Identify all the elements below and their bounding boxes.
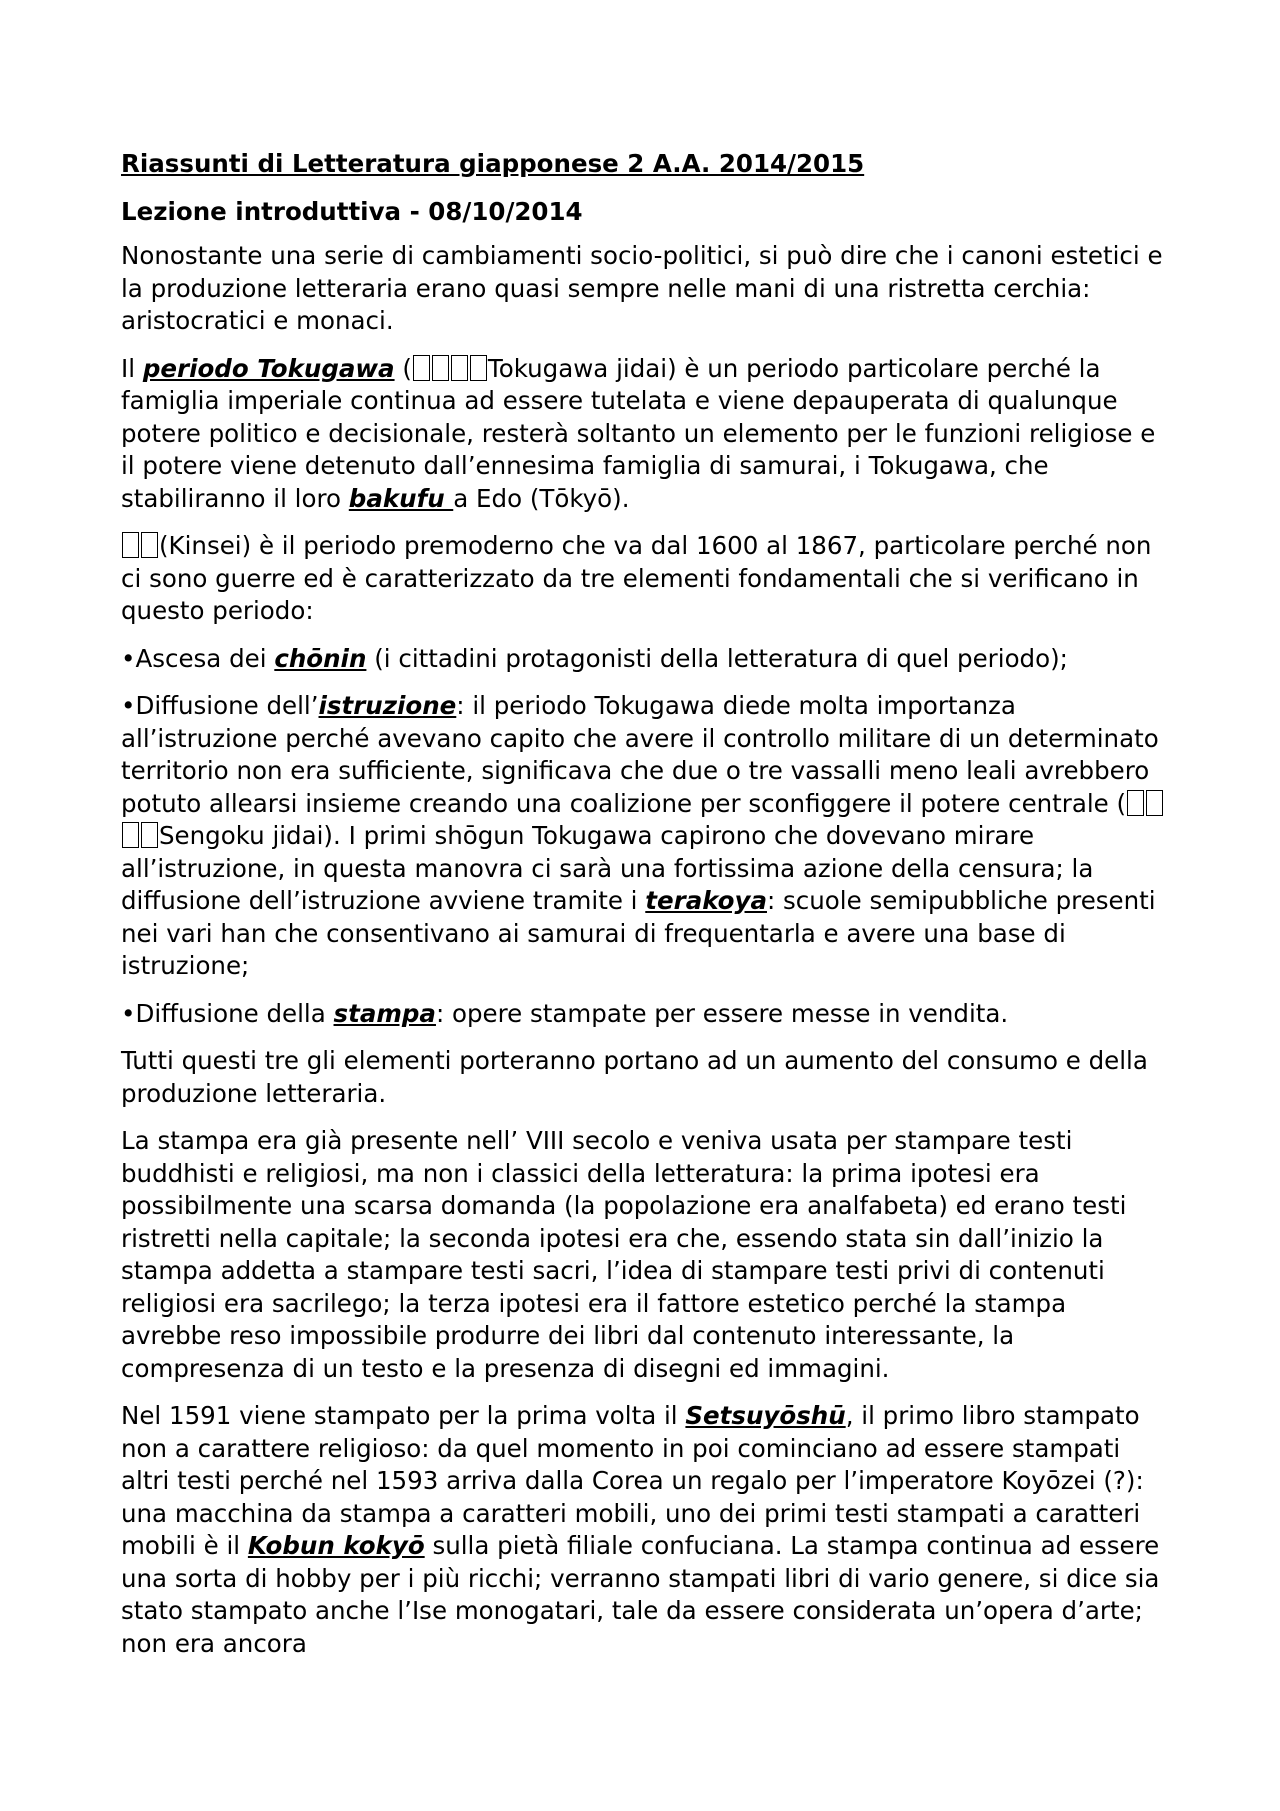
bullet-chonin: •Ascesa dei chōnin (i cittadini protagonisti della letteratura di quel periodo); bbox=[121, 643, 1068, 673]
term-bakufu: bakufu bbox=[348, 483, 454, 513]
term-periodo-tokugawa: periodo Tokugawa bbox=[142, 353, 395, 383]
paragraph-1591: Nel 1591 viene stampato per la prima volta il Setsuyōshū, il primo libro stampato non a carattere religioso: da quel momento in poi cominciano ad essere stampati altri testi perché nel 1593 arriva dalla Corea un regalo per l’imperatore Koyōzei (?): una macchina da stampa a caratteri mobili, uno dei primi testi stampati a caratteri mobili è il Kobun kokyō sulla pietà filiale confuciana. La stampa continua ad essere una sorta di hobby per i più ricchi; verranno stampati libri di vario genere, si dice sia stato stampato anche l’Ise monogatari, tale da essere considerata un’opera d’arte; non era ancora bbox=[121, 1401, 1160, 1658]
missing-glyph-icon bbox=[122, 822, 139, 848]
missing-glyph-icon bbox=[470, 355, 487, 381]
term-chonin: chōnin bbox=[274, 643, 367, 673]
missing-glyph-icon bbox=[141, 532, 158, 558]
missing-glyph-icon bbox=[141, 822, 158, 848]
document-title: Riassunti di Letteratura giapponese 2 A.A. 2014/2015 bbox=[121, 149, 865, 178]
lesson-heading: Lezione introduttiva - 08/10/2014 bbox=[121, 197, 583, 226]
term-kobun-kokyo: Kobun kokyō bbox=[247, 1531, 425, 1560]
paragraph-kinsei: (Kinsei) è il periodo premoderno che va dal 1600 al 1867, particolare perché non ci sono guerre ed è caratterizzato da tre elementi fondamentali che si verificano in questo periodo: bbox=[121, 531, 1152, 625]
bullet-istruzione: •Diffusione dell’istruzione: il periodo Tokugawa diede molta importanza all’istruzione perché avevano capito che avere il controllo militare di un determinato territorio non era sufficiente, significava che due o tre vassalli meno leali avrebbero potuto allearsi insieme creando una coalizione per sconfiggere il potere centrale (Sengoku jidai). I primi shōgun Tokugawa capirono che dovevano mirare all’istruzione, in questa manovra ci sarà una fortissima azione della censura; la diffusione dell’istruzione avviene tramite i terakoya: scuole semipubbliche presenti nei vari han che consentivano ai samurai di frequentarla e avere una base di istruzione; bbox=[121, 690, 1171, 983]
paragraph-aumento: Tutti questi tre gli elementi porteranno portano ad un aumento del consumo e della produzione letteraria. bbox=[121, 1046, 1148, 1108]
term-setsuyoshu: Setsuyōshū bbox=[685, 1401, 846, 1430]
paragraph-intro: Nonostante una serie di cambiamenti socio-politici, si può dire che i canoni estetici e la produzione letteraria erano quasi sempre nelle mani di una ristretta cerchia: aristocratici e monaci. bbox=[121, 241, 1163, 335]
missing-glyph-icon bbox=[413, 355, 430, 381]
bullet-stampa: •Diffusione della stampa: opere stampate per essere messe in vendita. bbox=[121, 998, 1009, 1028]
term-terakoya: terakoya bbox=[645, 886, 767, 915]
paragraph-tokugawa: Il periodo Tokugawa ( Tokugawa jidai) è un periodo particolare perché la famiglia imperiale continua ad essere tutelata e viene depauperata di qualunque potere politico e decisionale, resterà soltanto un elemento per le funzioni religiose e il potere viene detenuto dall’ennesima famiglia di samurai, i Tokugawa, che stabiliranno il loro bakufu a Edo (Tōkyō). bbox=[121, 353, 1156, 513]
paragraph-stampa-storia: La stampa era già presente nell’ VIII secolo e veniva usata per stampare testi buddhisti e religiosi, ma non i classici della letteratura: la prima ipotesi era possibilmente una scarsa domanda (la popolazione era analfabeta) ed erano testi ristretti nella capitale; la seconda ipotesi era che, essendo stata sin dall’inizio la stampa addetta a stampare testi sacri, l’idea di stampare testi privi di contenuti religiosi era sacrilego; la terza ipotesi era il fattore estetico perché la stampa avrebbe reso impossibile produrre dei libri dal contenuto interessante, la compresenza di un testo e la presenza di disegni ed immagini. bbox=[121, 1126, 1127, 1383]
missing-glyph-icon bbox=[1146, 790, 1163, 816]
term-stampa: stampa bbox=[333, 998, 436, 1028]
missing-glyph-icon bbox=[451, 355, 468, 381]
missing-glyph-icon bbox=[432, 355, 449, 381]
term-istruzione: istruzione bbox=[318, 691, 457, 720]
missing-glyph-icon bbox=[1127, 790, 1144, 816]
document-page bbox=[121, 148, 1171, 1675]
missing-glyph-icon bbox=[122, 532, 139, 558]
